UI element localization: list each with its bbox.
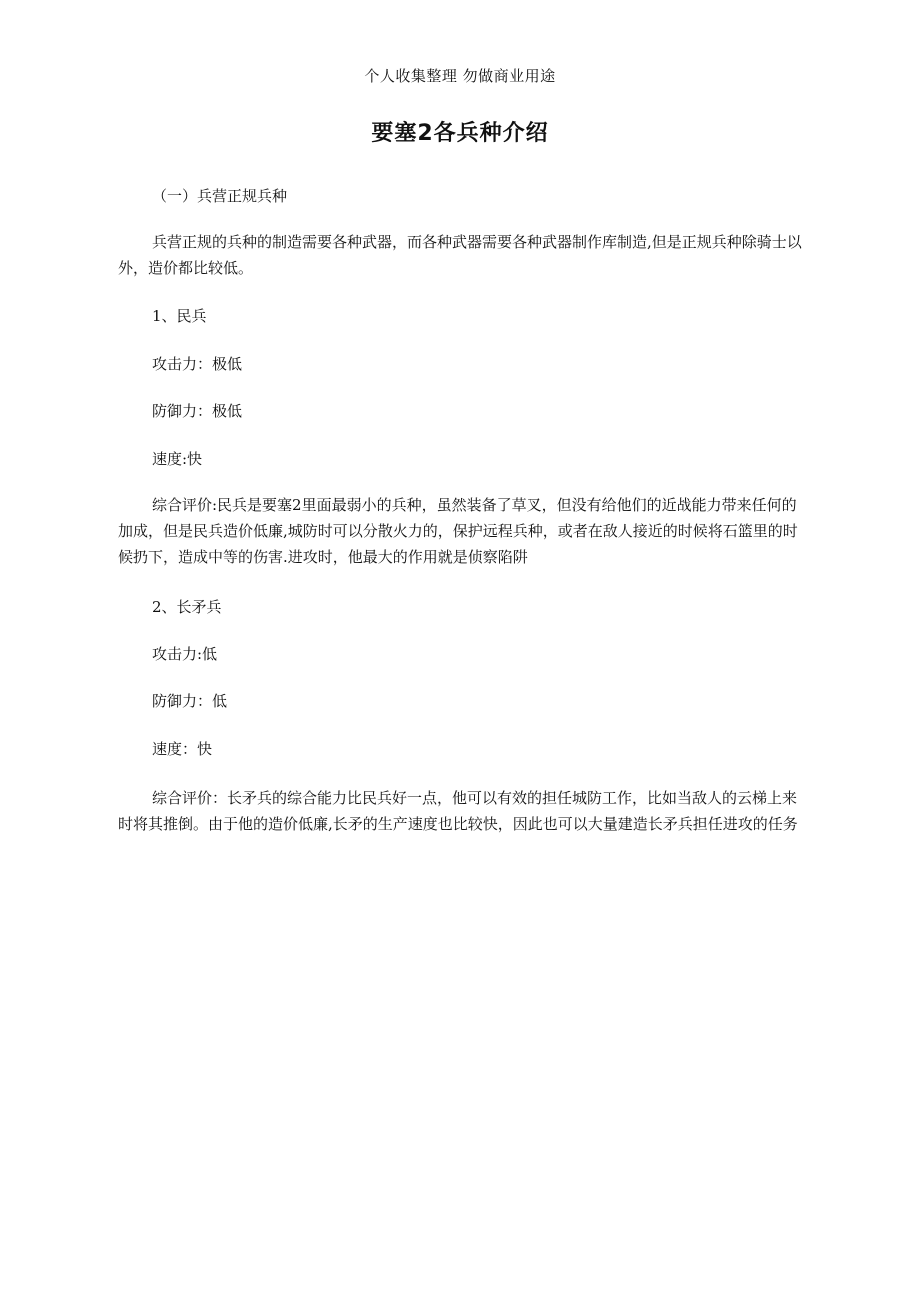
unit-2-evaluation: 综合评价：长矛兵的综合能力比民兵好一点，他可以有效的担任城防工作，比如当敌人的云梯上来时将其推倒。由于他的造价低廉,长矛的生产速度也比较快，因此也可以大量建造长矛兵担任进攻的任务 [118, 789, 798, 833]
unit-2-defense: 防御力：低 [152, 692, 228, 710]
unit-1-speed: 速度:快 [152, 450, 203, 468]
page-header: 个人收集整理 勿做商业用途 [364, 67, 556, 85]
unit-1-defense: 防御力：极低 [152, 402, 243, 420]
document-title: 要塞2各兵种介绍 [371, 121, 549, 146]
unit-1-attack: 攻击力：极低 [152, 355, 243, 373]
unit-2-speed: 速度：快 [152, 740, 213, 758]
unit-1-name: 1、民兵 [152, 307, 207, 325]
unit-2-attack: 攻击力:低 [152, 645, 218, 663]
unit-1-evaluation: 综合评价:民兵是要塞2里面最弱小的兵种，虽然装备了草叉，但没有给他们的近战能力带来任何的加成，但是民兵造价低廉,城防时可以分散火力的，保护远程兵种，或者在敌人接近的时候将石篮里的时候扔下，造成中等的伤害.进攻时，他最大的作用就是侦察陷阱 [118, 496, 798, 566]
intro-paragraph: 兵营正规的兵种的制造需要各种武器，而各种武器需要各种武器制作库制造,但是正规兵种除骑士以外，造价都比较低。 [118, 233, 802, 277]
section-heading: （一）兵营正规兵种 [152, 187, 288, 205]
unit-2-name: 2、长矛兵 [152, 598, 222, 616]
